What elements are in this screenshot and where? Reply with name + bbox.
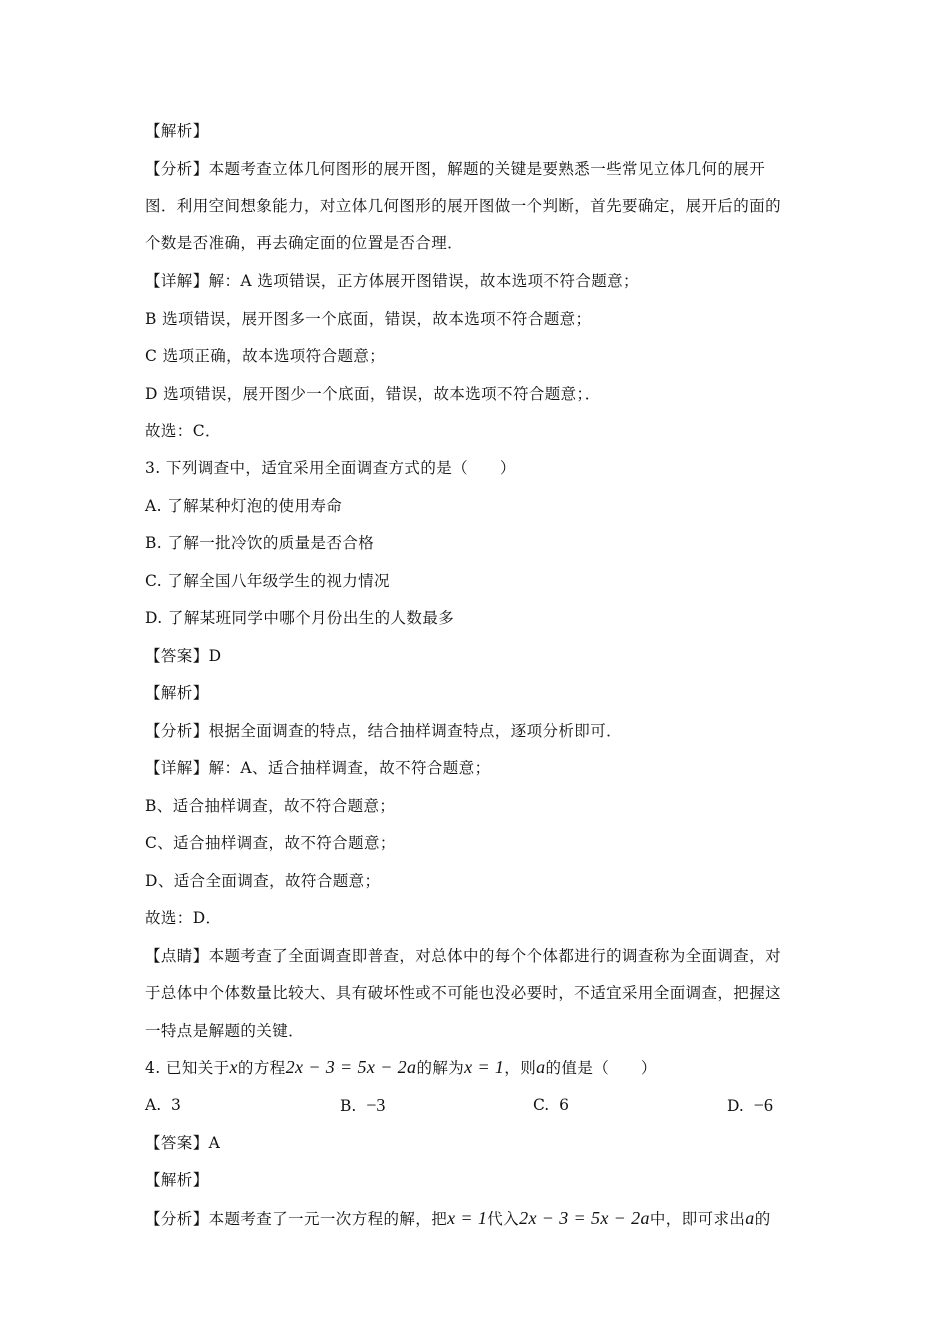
stem-text: 4. 已知关于 bbox=[145, 1059, 230, 1077]
question-4-option-d bbox=[727, 1095, 773, 1116]
question-3-dianjing: 一特点是解题的关键． bbox=[145, 1022, 305, 1040]
analysis-text: 【分析】本题考查了一元一次方程的解，把 bbox=[145, 1210, 448, 1228]
analysis-line: 图．利用空间想象能力，对立体几何图形的展开图做一个判断，首先要确定，展开后的面的 bbox=[145, 197, 782, 215]
option-value: 3 bbox=[170, 1096, 181, 1114]
analysis-text: 中，即可求出 bbox=[649, 1210, 746, 1228]
math-equation: 2x − 3 = 5x − 2a bbox=[519, 1208, 650, 1228]
detail-line: B 选项错误，展开图多一个底面，错误，故本选项不符合题意； bbox=[145, 310, 592, 328]
option-label: B. bbox=[340, 1097, 357, 1115]
question-3-option-a: A. 了解某种灯泡的使用寿命 bbox=[145, 497, 343, 515]
option-label: C. bbox=[533, 1096, 550, 1114]
question-4-option-b bbox=[340, 1095, 385, 1116]
math-variable: a bbox=[536, 1057, 546, 1077]
question-4-stem bbox=[145, 1057, 657, 1078]
question-3-analysis: 【分析】根据全面调查的特点，结合抽样调查特点，逐项分析即可． bbox=[145, 722, 623, 740]
stem-text: 的方程 bbox=[237, 1059, 286, 1077]
question-3-dianjing: 于总体中个体数量比较大、具有破坏性或不可能也没必要时，不适宜采用全面调查，把握这 bbox=[145, 984, 782, 1002]
analysis-text: 的 bbox=[754, 1210, 771, 1228]
section-jiexi-heading: 【解析】 bbox=[145, 122, 209, 140]
math-substitution: x = 1 bbox=[447, 1208, 488, 1228]
question-3-option-b: B. 了解一批冷饮的质量是否合格 bbox=[145, 534, 375, 552]
option-label: D. bbox=[727, 1097, 744, 1115]
option-value: −6 bbox=[753, 1095, 773, 1115]
question-3-answer: 【答案】D bbox=[145, 647, 222, 665]
question-3-dianjing: 【点睛】本题考查了全面调查即普查，对总体中的每个个体都进行的调查称为全面调查，对 bbox=[145, 947, 782, 965]
question-3-detail-line: B、适合抽样调查，故不符合题意； bbox=[145, 797, 396, 815]
question-3-detail-line: C、适合抽样调查，故不符合题意； bbox=[145, 834, 396, 852]
question-3-detail-line: 【详解】解：A、适合抽样调查，故不符合题意； bbox=[145, 759, 491, 777]
question-4-jiexi-heading: 【解析】 bbox=[145, 1171, 209, 1189]
math-equation: 2x − 3 = 5x − 2a bbox=[285, 1057, 417, 1077]
analysis-line: 【分析】本题考查立体几何图形的展开图，解题的关键是要熟悉一些常见立体几何的展开 bbox=[145, 160, 766, 178]
option-label: A. bbox=[145, 1096, 162, 1114]
detail-line: D 选项错误，展开图少一个底面，错误，故本选项不符合题意；． bbox=[145, 385, 601, 403]
question-4-option-c bbox=[533, 1095, 569, 1115]
question-3-stem: 3. 下列调查中，适宜采用全面调查方式的是（ ） bbox=[145, 459, 516, 477]
stem-text: ，则 bbox=[504, 1059, 537, 1077]
question-3-detail-line: D、适合全面调查，故符合题意； bbox=[145, 872, 381, 890]
question-3-conclusion: 故选：D． bbox=[145, 909, 222, 927]
option-value: −3 bbox=[366, 1095, 386, 1115]
math-variable: a bbox=[745, 1208, 755, 1228]
conclusion-line: 故选：C． bbox=[145, 422, 221, 440]
question-3-jiexi-heading: 【解析】 bbox=[145, 684, 209, 702]
question-4-analysis bbox=[145, 1208, 771, 1229]
question-4-answer: 【答案】A bbox=[145, 1134, 221, 1152]
detail-line: C 选项正确，故本选项符合题意； bbox=[145, 347, 386, 365]
math-solution: x = 1 bbox=[464, 1057, 505, 1077]
math-variable: x bbox=[229, 1057, 238, 1077]
stem-text: 的解为 bbox=[416, 1059, 465, 1077]
detail-line: 【详解】解：A 选项错误，正方体展开图错误，故本选项不符合题意； bbox=[145, 272, 639, 290]
stem-text: 的值是（ ） bbox=[545, 1059, 657, 1077]
question-4-option-a bbox=[145, 1095, 181, 1115]
analysis-line: 个数是否准确，再去确定面的位置是否合理． bbox=[145, 234, 464, 252]
analysis-text: 代入 bbox=[487, 1210, 520, 1228]
question-3-option-c: C. 了解全国八年级学生的视力情况 bbox=[145, 572, 390, 590]
question-3-option-d: D. 了解某班同学中哪个月份出生的人数最多 bbox=[145, 609, 455, 627]
option-value: 6 bbox=[559, 1096, 569, 1114]
